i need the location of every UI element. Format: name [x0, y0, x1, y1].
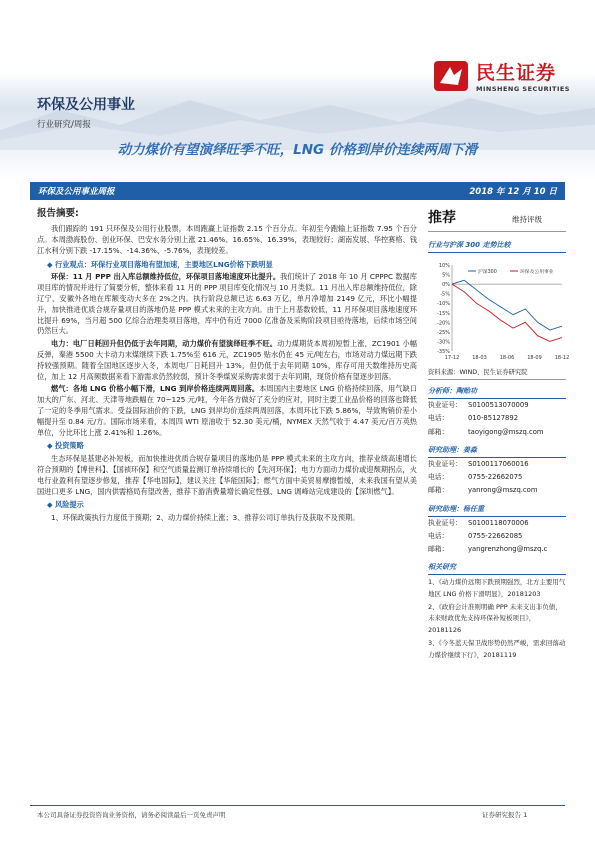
y-tick-label: -35%: [437, 349, 450, 355]
sidebar: [428, 207, 570, 663]
x-tick-label: 17-12: [444, 355, 460, 361]
assistant2-license: 执业证号： S0100118070006: [428, 518, 529, 527]
environment-body: 我们统计了 2018 年 10 月 CPPPC 数据库项目库的情况并进行了简要分析，整体来看 11 月的 PPP 项目库变化情况与 10 月类似。11 月出入库总额维持低位，除辽宁、安徽外各地在库额变动大多在 2%之内。执行阶段总额已达 6.63 万亿，单月净增加 2149 亿元，环比小幅提升，加快推进优质合规存量项目的落地仍是 PPP 模式未来的主攻方向。由于上月基数较低，11 月环保项目落地速度环比提升 69%，当月超 500 亿综合治理类项目落地，库中仍有近 7000 亿准备及采购阶段项目亟待落地，后续市场空间仍然巨大。: [37, 272, 417, 336]
strategy-paragraph: 生态环保是基建必补短板，而加快推进优质合规存量项目的落地仍是 PPP 模式未来的主攻方向，推荐业绩高速增长符合预期的【博世科】、【国祯环保】和空气质量监测订单持续增长的【先河环保】；电力方面动力煤价或迎颓期拐点，火电行业盈利有望逐步修复，推荐【华电国际】，建议关注【华能国际】；燃气方面中美贸易摩擦暂缓，未来我国有望从美国进口更多 LNG，国内供需格局有望改善，推荐下游消费量增长确定性强、LNG 调峰站完成建设的【深圳燃气】。: [37, 454, 417, 496]
title-band: [30, 182, 565, 200]
assistant1-phone: 电话： 0755-22662075: [428, 473, 523, 481]
y-tick-label: 10%: [438, 263, 450, 269]
rating-row: [428, 207, 566, 232]
power-lead: 电力：电厂日耗回升但仍低于去年同期，动力煤价有望演绎旺季不旺。: [51, 339, 278, 349]
chart-heading: 行业与沪深 300 走势比较: [428, 232, 566, 253]
main-column: [37, 207, 417, 526]
analyst-license: 执业证号： S0100513070009: [428, 401, 529, 409]
chart-source: 资料来源：WIND、民生证券研究院: [428, 367, 566, 380]
risk-heading: ◆ 风险提示: [47, 500, 417, 511]
related-item[interactable]: 3、《今冬蓝天保卫战形势仍然严峻，需求回落动力煤价继续下行》，20181119: [428, 639, 566, 659]
analyst-email[interactable]: 邮箱： taoyigong@mszq.com: [428, 427, 544, 436]
y-tick-label: -15%: [437, 310, 450, 317]
legend-label: 沪深300: [478, 270, 497, 275]
band-label: 环保及公用事业周报: [38, 187, 115, 197]
assistant1-email[interactable]: 邮箱： yanrong@mszq.com: [428, 486, 538, 495]
footer-page: 证券研究报告 1: [482, 811, 528, 819]
report-date: 2018 年 12 月 10 日: [469, 187, 557, 197]
comparison-chart: [428, 257, 570, 365]
analyst-info: [428, 399, 566, 439]
assistant2-info: [428, 517, 566, 557]
x-tick-label: 18-12: [554, 355, 570, 361]
y-tick-label: -5%: [440, 291, 450, 298]
power-paragraph: [37, 339, 417, 382]
analyst-heading: 分析师：陶贻功: [428, 382, 566, 399]
gas-lead: 燃气：各地 LNG 价格小幅下滑，LNG 到岸价格连续两周回落。: [51, 384, 260, 394]
environment-lead: 环保：11 月 PPP 出入库总额维持低位，环保项目落地速度环比提升。: [51, 272, 281, 282]
assistant1-heading: 研究助理：姜淼: [428, 441, 566, 458]
power-body: 动力煤期货本周初短暂上涨，ZC1901 小幅反弹，秦港 5500 大卡动力末煤继续下跌 1.75%至 616 元，ZC1905 贴水仍在 45 元/吨左右，市场对动力煤远期下跌持较强预期。随着全国地区逐步入冬，本周电厂日耗回升 13%，但仍低于去年同期 10%，库存可用天数维持历史高位，加上 12 月高频数据来看下游需求仍然较弱，预计冬季煤炭采购需求弱于去年同期，现货价格有望逐步回落。: [37, 339, 417, 381]
gas-paragraph: [37, 384, 417, 438]
y-tick-label: 0%: [442, 282, 450, 289]
summary-heading: 报告摘要:: [37, 208, 79, 219]
industry-view-heading: ◆ 行业观点：环保行业项目落地有望加速，主要地区LNG价格下跌明显: [47, 260, 417, 271]
rating-label: 推荐: [428, 210, 456, 226]
assistant2-email[interactable]: 邮箱： yangrenzhong@mszq.c: [428, 545, 548, 553]
footer-divider: [30, 805, 565, 806]
report-type: 行业研究/周报: [37, 120, 91, 130]
brand-mark-icon: [432, 59, 470, 93]
brand-name-en: MINSHENG SECURITIES: [476, 85, 570, 93]
related-heading: 相关研究: [428, 556, 566, 575]
y-tick-label: -20%: [437, 320, 450, 327]
chart-svg: [428, 257, 570, 365]
brand-name-cn: 民生证券: [476, 62, 557, 84]
y-tick-label: -25%: [437, 329, 450, 336]
summary-paragraph: 我们跟踪的 191 只环保及公用行业股票，本周跑赢上证指数 2.15 个百分点。年初至今跑输上证指数 7.95 个百分点。本周渤海股份、创业环保、巴安水务分别上涨 21.46%、16.65%、16.39%，表现较好；湖南发展、华控赛格、钱江水利分别下跌 -17.15%、-14.36%、-5.76%，表现较差。: [37, 224, 417, 255]
related-item[interactable]: 2、《政府会计准则明确 PPP 未来支出非负债，未来财政优先支持环保补短板项目》，20181126: [428, 603, 562, 634]
assistant1-license: 执业证号： S0100117060016: [428, 459, 529, 468]
x-tick-label: 18-09: [527, 355, 542, 361]
assistant1-info: [428, 458, 566, 498]
brand-logo: [432, 58, 570, 93]
strategy-heading: ◆ 投资策略: [47, 441, 417, 452]
footer-disclaimer: 本公司具备证券投资咨询业务资格，请务必阅读最后一页免责声明: [37, 811, 226, 819]
risk-paragraph: 1、环保政策执行力度低于预期；2、动力煤价持续上涨；3、推荐公司订单执行及获取不及预期。: [51, 513, 360, 523]
y-tick-label: -30%: [437, 339, 450, 346]
rating-sub: 维持评级: [512, 215, 542, 224]
analyst-phone: 电话： 010-85127892: [428, 414, 519, 423]
related-list: [428, 577, 566, 661]
assistant2-heading: 研究助理：杨任重: [428, 500, 566, 517]
assistant2-phone: 电话： 0755-22662085: [428, 531, 523, 540]
legend-label: 环保及公用事业: [520, 270, 554, 275]
x-tick-label: 18-03: [472, 355, 487, 361]
related-item[interactable]: 1、《动力煤价远期下跌预期强烈，北方主要用气地区 LNG 价格下滑明显》，20181203: [428, 578, 566, 598]
x-tick-label: 18-06: [499, 355, 515, 361]
series-line-0: [452, 280, 562, 330]
gas-body: 本周国内主要地区 LNG 价格持续回落，用气缺口加大的广东、河北、天津等地跌幅在 70~125 元/吨，今年各方做好了充分的应对，同时主要工业品价格的回落也降低了一定的冬季用气需求。受益国际油价的下跌，LNG 到岸均价连续两周回落，本周环比下跌 5.86%，导致购销价差小幅提升至 0.84 元/方。国际市场来看，本周四 WTI 原油收于 52.30 美元/桶，NYMEX 天然气收于 4.47 美元/百万英热单位，分比环比上涨 2.41%和 1.26%。: [37, 384, 418, 437]
sector-heading: 环保及公用事业: [37, 97, 135, 113]
y-tick-label: -10%: [437, 301, 450, 308]
y-tick-label: 5%: [442, 272, 450, 279]
series-line-1: [452, 284, 562, 341]
report-title: 动力煤价有望演绎旺季不旺，LNG 价格到岸价连续两周下滑: [117, 142, 478, 158]
environment-paragraph: [37, 272, 417, 337]
